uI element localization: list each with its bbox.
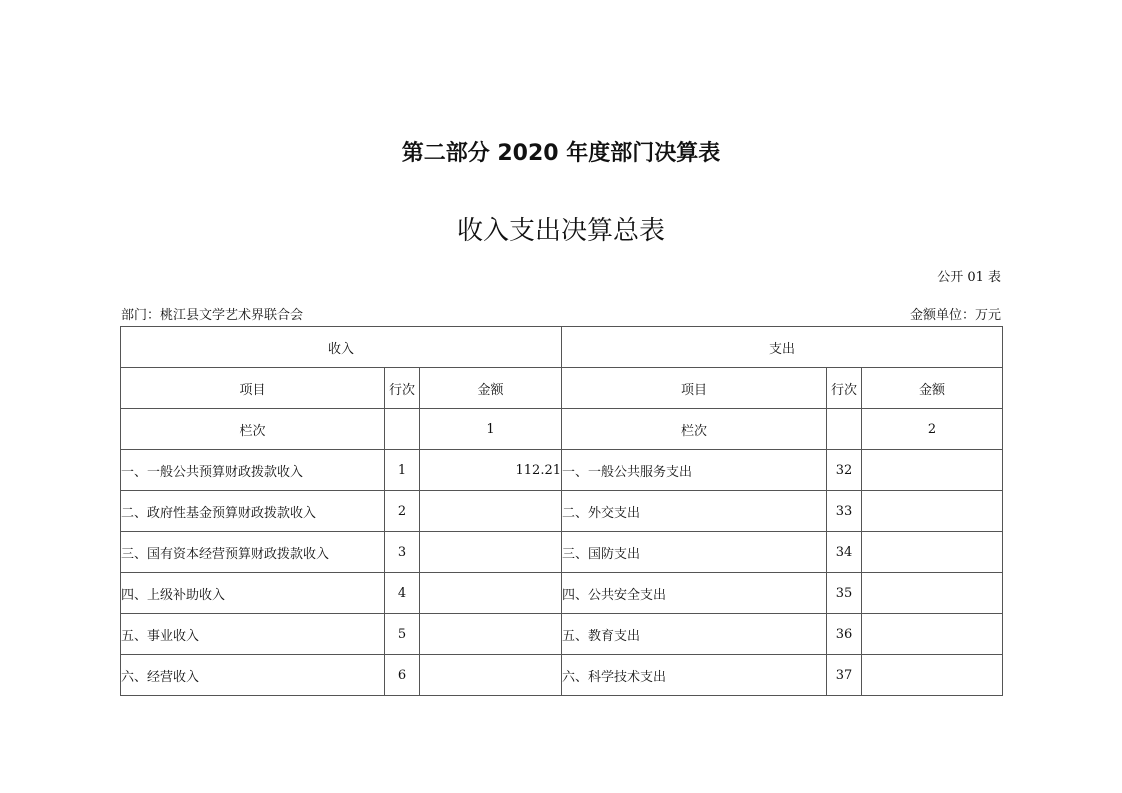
expense-item-cell: 六、科学技术支出 [562,655,827,696]
expense-amount-cell [862,532,1003,573]
income-section-header: 收入 [121,327,562,368]
income-amount-cell [420,655,562,696]
income-amount-cell [420,573,562,614]
department-label: 部门：桃江县文学艺术界联合会 [121,308,304,323]
income-expense-table [120,326,1003,696]
expense-item-cell: 一、一般公共服务支出 [562,450,827,491]
income-amount-cell [420,532,562,573]
expense-line-header: 行次 [827,368,862,409]
income-line-cell: 6 [385,655,420,696]
form-number: 公开 01 表 [937,270,1001,285]
expense-item-cell: 五、教育支出 [562,614,827,655]
expense-amount-cell [862,655,1003,696]
part-title: 第二部分 2020 年度部门决算表 [401,141,721,166]
expense-line-cell: 36 [827,614,862,655]
table-row [121,491,1003,532]
income-column-number: 1 [420,409,562,450]
expense-section-header: 支出 [562,327,1003,368]
income-column-line-empty [385,409,420,450]
income-line-cell: 1 [385,450,420,491]
header-row-sections [121,327,1003,368]
table-row [121,655,1003,696]
income-amount-cell [420,491,562,532]
table-title: 收入支出决算总表 [456,216,665,246]
income-item-cell: 五、事业收入 [121,614,385,655]
expense-line-cell: 32 [827,450,862,491]
expense-item-cell: 四、公共安全支出 [562,573,827,614]
expense-item-cell: 二、外交支出 [562,491,827,532]
income-item-cell: 二、政府性基金预算财政拨款收入 [121,491,385,532]
income-line-cell: 3 [385,532,420,573]
expense-line-cell: 35 [827,573,862,614]
expense-amount-header: 金额 [862,368,1003,409]
income-line-cell: 2 [385,491,420,532]
expense-line-cell: 34 [827,532,862,573]
column-number-row [121,409,1003,450]
income-item-cell: 六、经营收入 [121,655,385,696]
income-item-cell: 四、上级补助收入 [121,573,385,614]
income-amount-cell [420,614,562,655]
income-item-header: 项目 [121,368,385,409]
expense-amount-cell [862,491,1003,532]
expense-column-label: 栏次 [562,409,827,450]
expense-item-header: 项目 [562,368,827,409]
income-column-label: 栏次 [121,409,385,450]
income-amount-cell: 112.21 [420,450,562,491]
amount-unit-label: 金额单位：万元 [909,308,1001,323]
expense-column-number: 2 [862,409,1003,450]
table-row [121,532,1003,573]
header-row-columns [121,368,1003,409]
expense-line-cell: 37 [827,655,862,696]
income-item-cell: 一、一般公共预算财政拨款收入 [121,450,385,491]
table-row [121,614,1003,655]
expense-line-cell: 33 [827,491,862,532]
table-row [121,573,1003,614]
income-line-cell: 5 [385,614,420,655]
expense-column-line-empty [827,409,862,450]
income-amount-header: 金额 [420,368,562,409]
income-line-cell: 4 [385,573,420,614]
table-row [121,450,1003,491]
income-line-header: 行次 [385,368,420,409]
income-item-cell: 三、国有资本经营预算财政拨款收入 [121,532,385,573]
expense-amount-cell [862,450,1003,491]
expense-amount-cell [862,573,1003,614]
expense-item-cell: 三、国防支出 [562,532,827,573]
expense-amount-cell [862,614,1003,655]
